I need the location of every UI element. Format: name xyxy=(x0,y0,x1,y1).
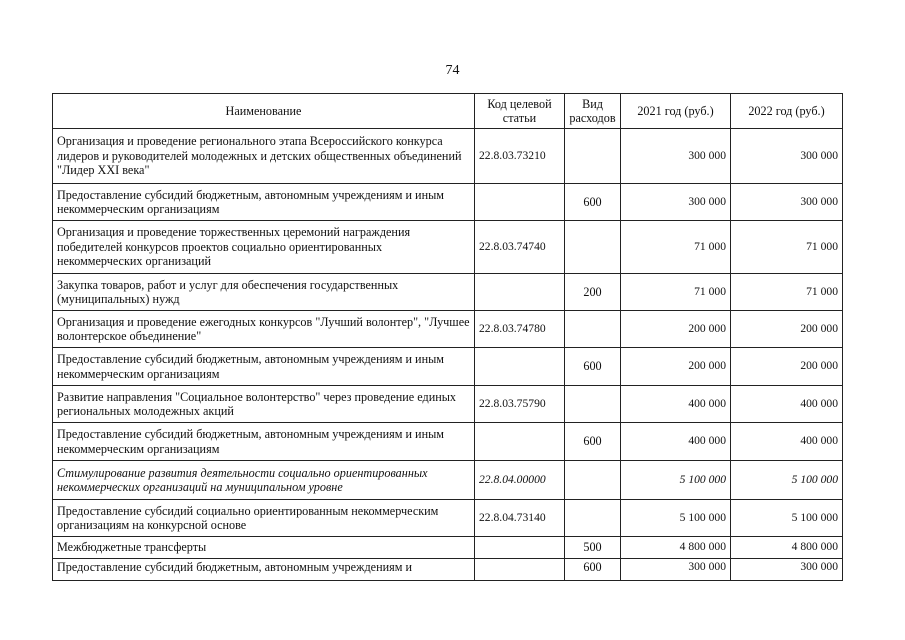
row-2022: 300 000 xyxy=(731,559,843,581)
row-vid: 600 xyxy=(565,348,621,386)
row-2021: 300 000 xyxy=(621,129,731,184)
row-vid xyxy=(565,221,621,274)
row-2021: 300 000 xyxy=(621,184,731,221)
row-2022: 5 100 000 xyxy=(731,461,843,500)
row-vid xyxy=(565,461,621,500)
row-2021: 400 000 xyxy=(621,386,731,423)
row-2022: 400 000 xyxy=(731,423,843,461)
row-2021: 300 000 xyxy=(621,559,731,581)
header-2021: 2021 год (руб.) xyxy=(621,94,731,129)
row-2021: 400 000 xyxy=(621,423,731,461)
row-code: 22.8.03.74780 xyxy=(475,311,565,348)
row-2022: 300 000 xyxy=(731,129,843,184)
table-row xyxy=(53,500,843,537)
row-2022: 200 000 xyxy=(731,348,843,386)
table-row xyxy=(53,129,843,184)
row-name: Закупка товаров, работ и услуг для обеспечения государственных (муниципальных) нужд xyxy=(53,274,475,311)
row-code: 22.8.03.75790 xyxy=(475,386,565,423)
header-vid: Вид расходов xyxy=(565,94,621,129)
row-name: Межбюджетные трансферты xyxy=(53,537,475,559)
table-row xyxy=(53,274,843,311)
table-row xyxy=(53,423,843,461)
row-code xyxy=(475,537,565,559)
row-code xyxy=(475,274,565,311)
table-row xyxy=(53,221,843,274)
row-name: Организация и проведение торжественных церемоний награждения победителей конкурсов проектов социально ориентированных некоммерческих организаций xyxy=(53,221,475,274)
table-row xyxy=(53,537,843,559)
row-vid xyxy=(565,386,621,423)
table-row xyxy=(53,386,843,423)
row-2021: 4 800 000 xyxy=(621,537,731,559)
row-name: Организация и проведение регионального этапа Всероссийского конкурса лидеров и руководителей молодежных и детских общественных объединений "Лидер XXI века" xyxy=(53,129,475,184)
row-vid xyxy=(565,500,621,537)
row-2022: 300 000 xyxy=(731,184,843,221)
table-row xyxy=(53,559,843,581)
row-code: 22.8.04.73140 xyxy=(475,500,565,537)
row-name: Предоставление субсидий бюджетным, автономным учреждениям и xyxy=(53,559,475,581)
budget-table xyxy=(52,93,843,581)
row-vid: 200 xyxy=(565,274,621,311)
header-2022: 2022 год (руб.) xyxy=(731,94,843,129)
row-vid xyxy=(565,311,621,348)
row-2021: 5 100 000 xyxy=(621,500,731,537)
table-row xyxy=(53,311,843,348)
header-code: Код целевой статьи xyxy=(475,94,565,129)
row-name: Развитие направления "Социальное волонтерство" через проведение единых региональных молодежных акций xyxy=(53,386,475,423)
row-code xyxy=(475,184,565,221)
row-vid: 600 xyxy=(565,184,621,221)
row-2021: 71 000 xyxy=(621,274,731,311)
table-header-row xyxy=(53,94,843,129)
row-name: Предоставление субсидий социально ориентированным некоммерческим организациям на конкурсной основе xyxy=(53,500,475,537)
row-name: Организация и проведение ежегодных конкурсов "Лучший волонтер", "Лучшее волонтерское объединение" xyxy=(53,311,475,348)
row-vid: 600 xyxy=(565,423,621,461)
page-number: 74 xyxy=(445,63,460,78)
row-code xyxy=(475,423,565,461)
row-vid: 600 xyxy=(565,559,621,581)
row-name: Предоставление субсидий бюджетным, автономным учреждениям и иным некоммерческим организациям xyxy=(53,184,475,221)
row-2022: 200 000 xyxy=(731,311,843,348)
table-row xyxy=(53,184,843,221)
row-name: Предоставление субсидий бюджетным, автономным учреждениям и иным некоммерческим организациям xyxy=(53,423,475,461)
row-2021: 200 000 xyxy=(621,348,731,386)
row-2022: 71 000 xyxy=(731,274,843,311)
row-code xyxy=(475,348,565,386)
row-name: Предоставление субсидий бюджетным, автономным учреждениям и иным некоммерческим организациям xyxy=(53,348,475,386)
row-2021: 71 000 xyxy=(621,221,731,274)
table-row xyxy=(53,348,843,386)
row-vid: 500 xyxy=(565,537,621,559)
row-2022: 4 800 000 xyxy=(731,537,843,559)
row-2022: 400 000 xyxy=(731,386,843,423)
row-2021: 200 000 xyxy=(621,311,731,348)
row-2022: 71 000 xyxy=(731,221,843,274)
row-name: Стимулирование развития деятельности социально ориентированных некоммерческих организаций на муниципальном уровне xyxy=(53,461,475,500)
row-code: 22.8.03.74740 xyxy=(475,221,565,274)
row-code: 22.8.04.00000 xyxy=(475,461,565,500)
table-row xyxy=(53,461,843,500)
header-name: Наименование xyxy=(53,94,475,129)
row-2022: 5 100 000 xyxy=(731,500,843,537)
row-code xyxy=(475,559,565,581)
row-vid xyxy=(565,129,621,184)
row-2021: 5 100 000 xyxy=(621,461,731,500)
row-code: 22.8.03.73210 xyxy=(475,129,565,184)
